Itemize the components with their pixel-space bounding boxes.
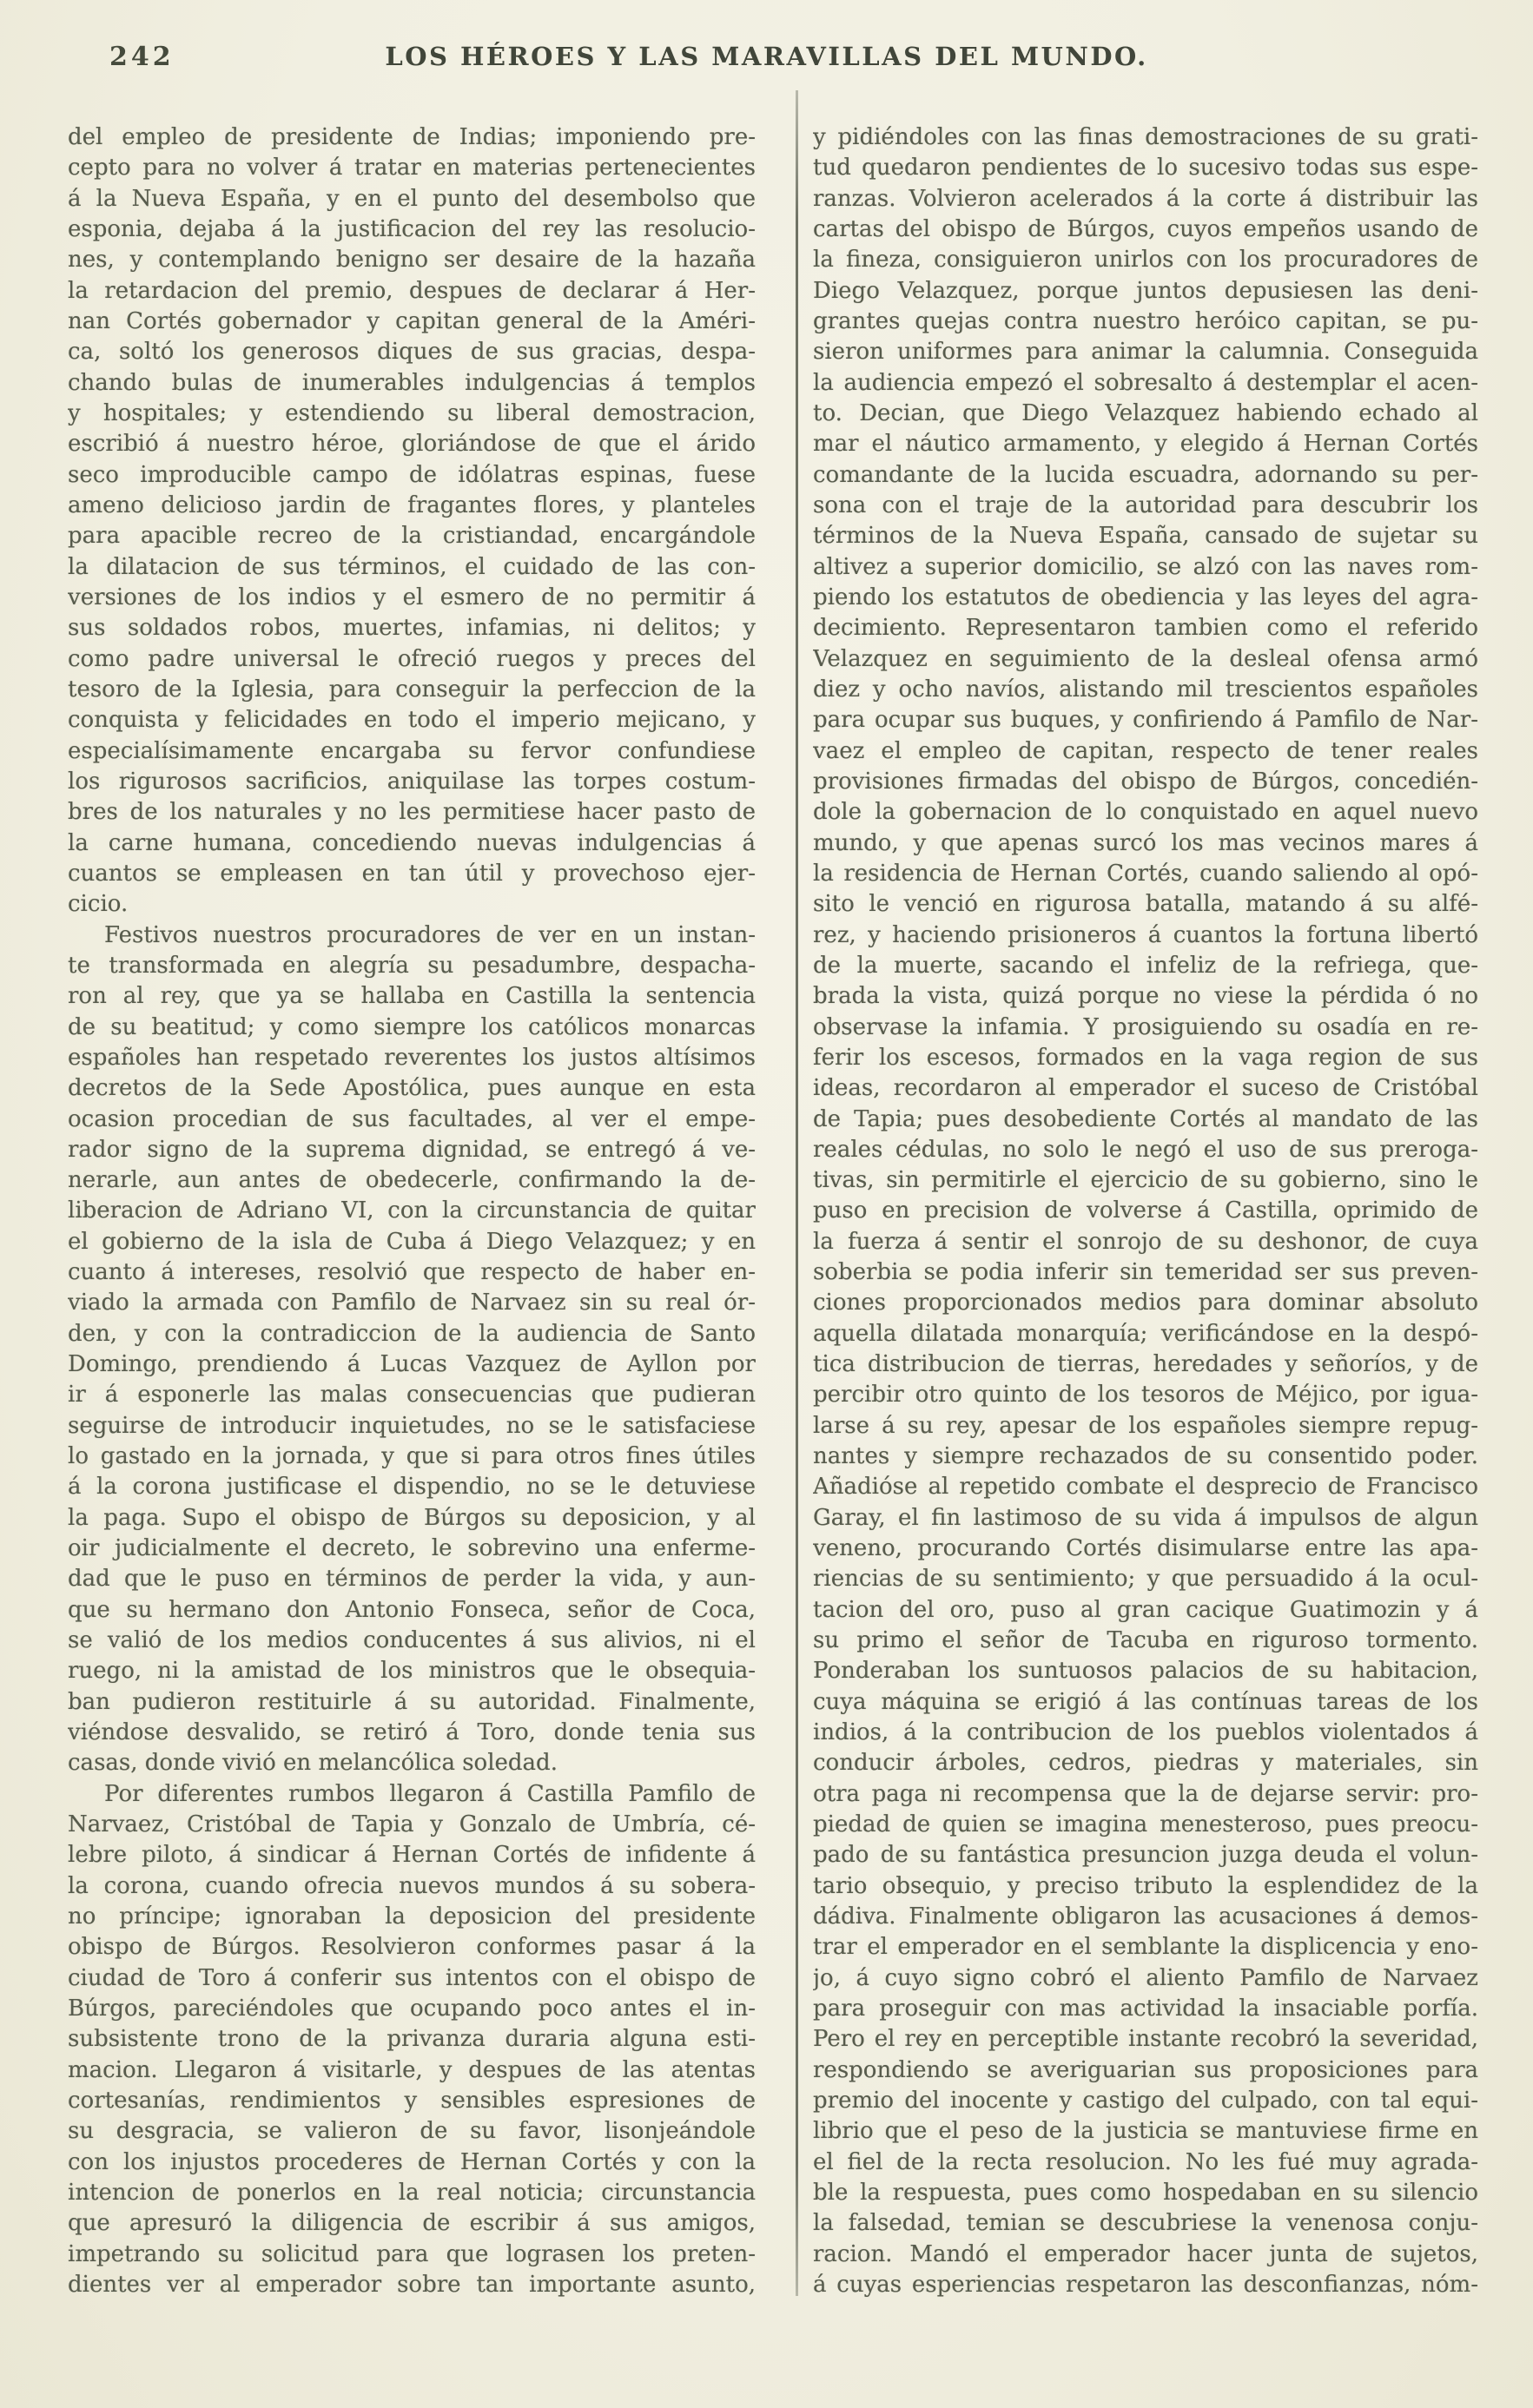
text-line: Festivos nuestros procuradores de ver en un instan-: [104, 921, 756, 948]
text-line: percibir otro quinto de los tesoros de Méjico, por igua-: [813, 1382, 1478, 1409]
text-line: el gobierno de la isla de Cuba á Diego Velazquez; y en: [68, 1228, 756, 1255]
text-line: otra paga ni recompensa que la de dejarse servir: pro-: [813, 1780, 1478, 1807]
text-line: escribió á nuestro héroe, gloriándose de que el árido: [68, 431, 756, 458]
text-line: la audiencia empezó el sobresalto á destemplar el acen-: [813, 369, 1478, 396]
text-line: provisiones firmadas del obispo de Búrgos, concedién-: [813, 768, 1478, 795]
text-line: premio del inocente y castigo del culpado, con tal equi-: [813, 2088, 1478, 2114]
text-line: sieron uniformes para animar la calumnia. Conseguida: [813, 339, 1478, 366]
text-line: cicio.: [68, 891, 129, 918]
text-line: tario obsequio, y preciso tributo la esplendidez de la: [813, 1872, 1478, 1899]
text-line: ban pudieron restituirle á su autoridad. Finalmente,: [68, 1688, 756, 1715]
text-line: sona con el traje de la autoridad para descubrir los: [813, 491, 1478, 518]
text-line: que su hermano don Antonio Fonseca, señor de Coca,: [68, 1596, 756, 1623]
text-line: liberacion de Adriano VI, con la circunstancia de quitar: [68, 1197, 756, 1224]
text-line: chando bulas de inumerables indulgencias á templos: [68, 369, 756, 396]
text-line: la fuerza á sentir el sonrojo de su deshonor, de cuya: [813, 1228, 1478, 1255]
text-line: dole la gobernacion de lo conquistado en aquel nuevo: [813, 799, 1478, 826]
text-line: Pero el rey en perceptible instante recobró la severidad,: [813, 2026, 1478, 2053]
text-line: impetrando su solicitud para que lograsen los preten-: [68, 2240, 756, 2267]
text-line: racion. Mandó el emperador hacer junta de sujetos,: [813, 2240, 1478, 2267]
text-line: obispo de Búrgos. Resolvieron conformes pasar á la: [68, 1934, 756, 1961]
text-line: la dilatacion de sus términos, el cuidado de las con-: [68, 553, 756, 580]
text-line: vaez el empleo de capitan, respecto de tener reales: [813, 737, 1478, 764]
text-line: á la Nueva España, y en el punto del desembolso que: [68, 185, 756, 212]
text-line: ciones proporcionados medios para dominar absoluto: [813, 1290, 1478, 1316]
text-line: casas, donde vivió en melancólica soledad.: [68, 1750, 558, 1777]
text-line: riencias de su sentimiento; y que persuadido á la ocul-: [813, 1566, 1478, 1593]
text-line: cartas del obispo de Búrgos, cuyos empeños usando de: [813, 215, 1478, 242]
column-divider: [796, 90, 798, 2296]
text-line: comandante de la lucida escuadra, adornando su per-: [813, 461, 1478, 488]
text-line: aquella dilatada monarquía; verificándose en la despó-: [813, 1320, 1478, 1347]
text-line: veneno, procurando Cortés disimularse entre las apa-: [813, 1535, 1478, 1562]
text-line: su desgracia, se valieron de su favor, lisonjeándole: [68, 2118, 756, 2145]
text-line: conquista y felicidades en todo el imperio mejicano, y: [68, 707, 756, 734]
text-line: viéndose desvalido, se retiró á Toro, donde tenia sus: [68, 1719, 756, 1746]
text-line: librio que el peso de la justicia se mantuviese firme en: [813, 2118, 1478, 2145]
text-line: cepto para no volver á tratar en materias pertenecientes: [68, 155, 756, 181]
page-number: 242: [109, 42, 175, 72]
text-line: cuantos se empleasen en tan útil y provechoso ejer-: [68, 860, 756, 887]
text-line: piendo los estatutos de obediencia y las leyes del agra-: [813, 584, 1478, 610]
text-line: cuya máquina se erigió á las contínuas tareas de los: [813, 1688, 1478, 1715]
text-line: seguirse de introducir inquietudes, no se le satisfaciese: [68, 1412, 756, 1439]
text-line: tivas, sin permitirle el ejercicio de su gobierno, sino le: [813, 1167, 1478, 1194]
text-line: decimiento. Representaron tambien como el referido: [813, 615, 1478, 642]
text-line: tacion del oro, puso al gran cacique Guatimozin y á: [813, 1596, 1478, 1623]
text-line: den, y con la contradiccion de la audiencia de Santo: [68, 1320, 756, 1347]
text-line: Narvaez, Cristóbal de Tapia y Gonzalo de Umbría, cé-: [68, 1811, 756, 1838]
text-line: mundo, y que apenas surcó los mas vecinos mares á: [813, 829, 1478, 856]
text-line: y pidiéndoles con las finas demostraciones de su grati-: [813, 124, 1478, 150]
text-line: ferir los escesos, formados en la vaga region de sus: [813, 1044, 1478, 1071]
text-line: se valió de los medios conducentes á sus alivios, ni el: [68, 1627, 756, 1654]
text-line: versiones de los indios y el esmero de no permitir á: [68, 584, 756, 610]
text-line: con los injustos procederes de Hernan Cortés y con la: [68, 2148, 756, 2175]
text-line: dad que le puso en términos de perder la vida, y aun-: [68, 1566, 756, 1593]
text-line: ameno delicioso jardin de fragantes flores, y planteles: [68, 491, 756, 518]
text-line: esponia, dejaba á la justificacion del rey las resolucio-: [68, 215, 756, 242]
text-line: la residencia de Hernan Cortés, cuando saliendo al opó-: [813, 860, 1478, 887]
text-line: ble la respuesta, pues como hospedaban en su silencio: [813, 2179, 1478, 2206]
text-line: trar el emperador en el semblante la displicencia y eno-: [813, 1934, 1478, 1961]
text-line: y hospitales; y estendiendo su liberal demostracion,: [68, 399, 756, 426]
text-line: decretos de la Sede Apostólica, pues aunque en esta: [68, 1075, 756, 1102]
text-line: intencion de ponerlos en la real noticia; circunstancia: [68, 2179, 756, 2206]
text-line: términos de la Nueva España, cansado de sujetar su: [813, 523, 1478, 550]
text-line: Diego Velazquez, porque juntos depusiesen las deni-: [813, 277, 1478, 304]
text-line: observase la infamia. Y prosiguiendo su osadía en re-: [813, 1013, 1478, 1040]
text-line: la falsedad, temian se descubriese la venenosa conju-: [813, 2210, 1478, 2237]
text-line: to. Decian, que Diego Velazquez habiendo echado al: [813, 399, 1478, 426]
text-line: pado de su fantástica presuncion juzga deuda el volun-: [813, 1842, 1478, 1869]
text-line: dádiva. Finalmente obligaron las acusaciones á demos-: [813, 1903, 1478, 1930]
running-title: LOS HÉROES Y LAS MARAVILLAS DEL MUNDO.: [385, 42, 1148, 71]
text-line: te transformada en alegría su pesadumbre, despacha-: [68, 952, 756, 979]
text-line: altivez a superior domicilio, se alzó con las naves rom-: [813, 553, 1478, 580]
text-line: la paga. Supo el obispo de Búrgos su deposicion, y al: [68, 1504, 756, 1531]
text-line: brada la vista, quizá porque no viese la pérdida ó no: [813, 983, 1478, 1010]
text-line: de la muerte, sacando el infeliz de la refriega, que-: [813, 952, 1478, 979]
text-line: nan Cortés gobernador y capitan general de la Améri-: [68, 307, 756, 334]
text-line: soberbia se podia inferir sin temeridad ser sus preven-: [813, 1259, 1478, 1286]
text-line: cortesanías, rendimientos y sensibles espresiones de: [68, 2088, 756, 2114]
text-line: Búrgos, pareciéndoles que ocupando poco antes el in-: [68, 1996, 756, 2022]
text-line: la corona, cuando ofrecia nuevos mundos á su sobera-: [68, 1872, 756, 1899]
text-line: ruego, ni la amistad de los ministros que le obsequia-: [68, 1658, 756, 1685]
text-line: ron al rey, que ya se hallaba en Castilla la sentencia: [68, 983, 756, 1010]
text-line: no príncipe; ignoraban la deposicion del presidente: [68, 1903, 756, 1930]
text-line: ocasion procedian de sus facultades, al ver el empe-: [68, 1105, 756, 1132]
text-line: cuanto á intereses, resolvió que respecto de haber en-: [68, 1259, 756, 1286]
text-line: oir judicialmente el decreto, le sobrevino una enferme-: [68, 1535, 756, 1562]
text-line: su primo el señor de Tacuba en riguroso tormento.: [813, 1627, 1478, 1654]
text-line: rez, y haciendo prisioneros á cuantos la fortuna libertó: [813, 921, 1478, 948]
text-line: seco improducible campo de idólatras espinas, fuese: [68, 461, 756, 488]
text-line: la fineza, consiguieron unirlos con los procuradores de: [813, 247, 1478, 274]
text-line: que apresuró la diligencia de escribir á sus amigos,: [68, 2210, 756, 2237]
text-line: diez y ocho navíos, alistando mil trescientos españoles: [813, 676, 1478, 703]
text-line: los rigurosos sacrificios, aniquilase las torpes costum-: [68, 768, 756, 795]
text-line: la retardacion del premio, despues de declarar á Her-: [68, 277, 756, 304]
text-line: de Tapia; pues desobediente Cortés al mandato de las: [813, 1105, 1478, 1132]
text-line: ca, soltó los generosos diques de sus gracias, despa-: [68, 339, 756, 366]
text-line: Garay, el fin lastimoso de su vida á impulsos de algun: [813, 1504, 1478, 1531]
text-line: para proseguir con mas actividad la insaciable porfía.: [813, 1996, 1478, 2022]
text-line: á cuyas esperiencias respetaron las desconfianzas, nóm-: [813, 2271, 1478, 2298]
text-line: sito le venció en rigurosa batalla, matando á su alfé-: [813, 891, 1478, 918]
text-line: especialísimamente encargaba su fervor confundiese: [68, 737, 756, 764]
text-line: á la corona justificase el dispendio, no se le detuviese: [68, 1474, 756, 1501]
text-line: de su beatitud; y como siempre los católicos monarcas: [68, 1013, 756, 1040]
left-column: [68, 122, 756, 2300]
text-line: tud quedaron pendientes de lo sucesivo todas sus espe-: [813, 155, 1478, 181]
text-line: nes, y contemplando benigno ser desaire de la hazaña: [68, 247, 756, 274]
text-line: tesoro de la Iglesia, para conseguir la perfeccion de la: [68, 676, 756, 703]
text-line: jo, á cuyo signo cobró el aliento Pamfilo de Narvaez: [813, 1964, 1478, 1991]
text-line: tica distribucion de tierras, heredades y señoríos, y de: [813, 1351, 1478, 1378]
text-line: Velazquez en seguimiento de la desleal ofensa armó: [813, 645, 1478, 672]
text-line: nantes y siempre rechazados de su consentido poder.: [813, 1443, 1478, 1470]
text-line: del empleo de presidente de Indias; imponiendo pre-: [68, 124, 756, 150]
text-line: la carne humana, concediendo nuevas indulgencias á: [68, 829, 756, 856]
text-line: piedad de quien se imagina menesteroso, pues preocu-: [813, 1811, 1478, 1838]
text-line: rador signo de la suprema dignidad, se entregó á ve-: [68, 1136, 756, 1163]
text-line: conducir árboles, cedros, piedras y materiales, sin: [813, 1750, 1478, 1777]
text-line: españoles han respetado reverentes los justos altísimos: [68, 1044, 756, 1071]
text-line: indios, á la contribucion de los pueblos violentados á: [813, 1719, 1478, 1746]
text-line: mar el náutico armamento, y elegido á Hernan Cortés: [813, 431, 1478, 458]
text-line: grantes quejas contra nuestro heróico capitan, se pu-: [813, 307, 1478, 334]
text-line: viado la armada con Pamfilo de Narvaez sin su real ór-: [68, 1290, 756, 1316]
text-line: Por diferentes rumbos llegaron á Castilla Pamfilo de: [104, 1780, 756, 1807]
text-line: Ponderaban los suntuosos palacios de su habitacion,: [813, 1658, 1478, 1685]
text-line: para ocupar sus buques, y confiriendo á Pamfilo de Nar-: [813, 707, 1478, 734]
text-line: subsistente trono de la privanza duraria alguna esti-: [68, 2026, 756, 2053]
text-line: ranzas. Volvieron acelerados á la corte á distribuir las: [813, 185, 1478, 212]
text-line: ideas, recordaron al emperador el suceso de Cristóbal: [813, 1075, 1478, 1102]
text-line: para apacible recreo de la cristiandad, encargándole: [68, 523, 756, 550]
text-line: macion. Llegaron á visitarle, y despues de las atentas: [68, 2056, 756, 2083]
text-line: sus soldados robos, muertes, infamias, ni delitos; y: [68, 615, 756, 642]
text-line: nerarle, aun antes de obedecerle, confirmando la de-: [68, 1167, 756, 1194]
text-line: como padre universal le ofreció ruegos y preces del: [68, 645, 756, 672]
text-line: lebre piloto, á sindicar á Hernan Cortés de infidente á: [68, 1842, 756, 1869]
text-line: ir á esponerle las malas consecuencias que pudieran: [68, 1382, 756, 1409]
text-line: Añadióse al repetido combate el desprecio de Francisco: [813, 1474, 1478, 1501]
right-column: [813, 122, 1478, 2300]
text-line: bres de los naturales y no les permitiese hacer pasto de: [68, 799, 756, 826]
text-line: dientes ver al emperador sobre tan importante asunto,: [68, 2271, 756, 2298]
text-line: el fiel de la recta resolucion. No les fué muy agrada-: [813, 2148, 1478, 2175]
text-line: respondiendo se averiguarian sus proposiciones para: [813, 2056, 1478, 2083]
text-line: larse á su rey, apesar de los españoles siempre repug-: [813, 1412, 1478, 1439]
text-line: lo gastado en la jornada, y que si para otros fines útiles: [68, 1443, 756, 1470]
text-line: ciudad de Toro á conferir sus intentos con el obispo de: [68, 1964, 756, 1991]
text-line: Domingo, prendiendo á Lucas Vazquez de Ayllon por: [68, 1351, 756, 1378]
text-line: reales cédulas, no solo le negó el uso de sus preroga-: [813, 1136, 1478, 1163]
text-line: puso en precision de volverse á Castilla, oprimido de: [813, 1197, 1478, 1224]
